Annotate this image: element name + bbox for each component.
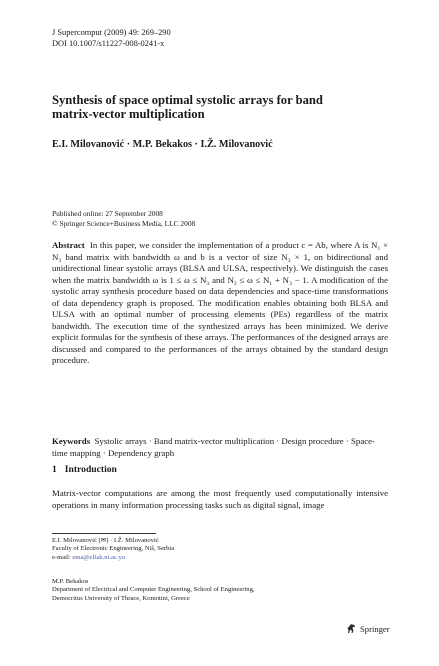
affiliation-1	[52, 537, 174, 562]
doi: DOI 10.1007/s11227-008-0241-x	[52, 38, 165, 48]
copyright-notice: © Springer Science+Business Media, LLC 2008	[52, 218, 196, 228]
abstract-label: Abstract	[52, 240, 85, 250]
keywords-text: Systolic arrays · Band matrix-vector multiplication · Design procedure · Space-time mapping · Dependency graph	[52, 436, 375, 458]
section-title: Introduction	[64, 464, 117, 475]
affiliation-2-university: Democritus University of Thrace, Komotini, Greece	[52, 594, 190, 602]
keywords-label: Keywords	[52, 436, 91, 446]
affiliation-2-department: Department of Electrical and Computer Engineering, School of Engineering,	[52, 586, 255, 594]
affiliation-2	[52, 578, 255, 603]
paper-title	[52, 93, 392, 121]
publisher-name: Springer	[360, 623, 390, 634]
keywords	[52, 436, 388, 459]
email-link[interactable]: ema@elfak.ni.ac.yu	[72, 553, 126, 561]
affiliation-1-email-line	[52, 554, 174, 562]
paper-title-line-2: matrix-vector multiplication	[52, 107, 205, 121]
published-date: Published online: 27 September 2008	[52, 209, 163, 218]
publisher-logo	[346, 623, 390, 634]
journal-header	[52, 28, 171, 49]
email-label: e-mail:	[52, 553, 71, 561]
publication-info	[52, 209, 195, 228]
abstract	[52, 240, 388, 367]
journal-citation: J Supercomput (2009) 49: 269–290	[52, 28, 171, 37]
paper-title-line-1: Synthesis of space optimal systolic arrays for band	[52, 93, 323, 107]
abstract-text: In this paper, we consider the implementation of a product c = Ab, where A is N₁ × N₃ band matrix with bandwidth ω and b is a vector of size N₃ × 1, on bidirectional and unidirectional linear systolic arrays (BLSA and ULSA, respectively). We distinguish the cases when the matrix bandwidth ω is 1 ≤ ω ≤ N₃ and N₃ ≤ ω ≤ N₁ + N₃ − 1. A modification of the systolic array synthesis procedure based on data dependencies and space-time transformations of data dependency graph is proposed. The modification enables obtaining both BLSA and ULSA with an optimal number of processing elements (PEs) regardless of the matrix bandwidth. The execution time of the synthesized arrays has been minimized. We derive explicit formulas for the synthesis of these arrays. The performances of the designed arrays are discussed and compared to the performances of the arrays obtained by the standard design procedure.	[52, 240, 388, 365]
author-list: E.I. Milovanović · M.P. Bekakos · I.Ž. Milovanović	[52, 139, 273, 150]
affiliation-2-author: M.P. Bekakos	[52, 578, 89, 585]
intro-paragraph: Matrix-vector computations are among the most frequently used computationally intensive operations in many information processing tasks such as digital signal, image	[52, 488, 388, 510]
affiliation-1-department: Faculty of Electronic Engineering, Niš, Serbia	[52, 545, 175, 553]
section-heading	[52, 464, 117, 475]
affiliation-1-authors: E.I. Milovanović (✉) · I.Ž. Milovanović	[52, 537, 159, 544]
section-number: 1	[52, 464, 57, 475]
springer-horse-icon	[346, 623, 357, 634]
footnote-divider	[52, 533, 156, 534]
